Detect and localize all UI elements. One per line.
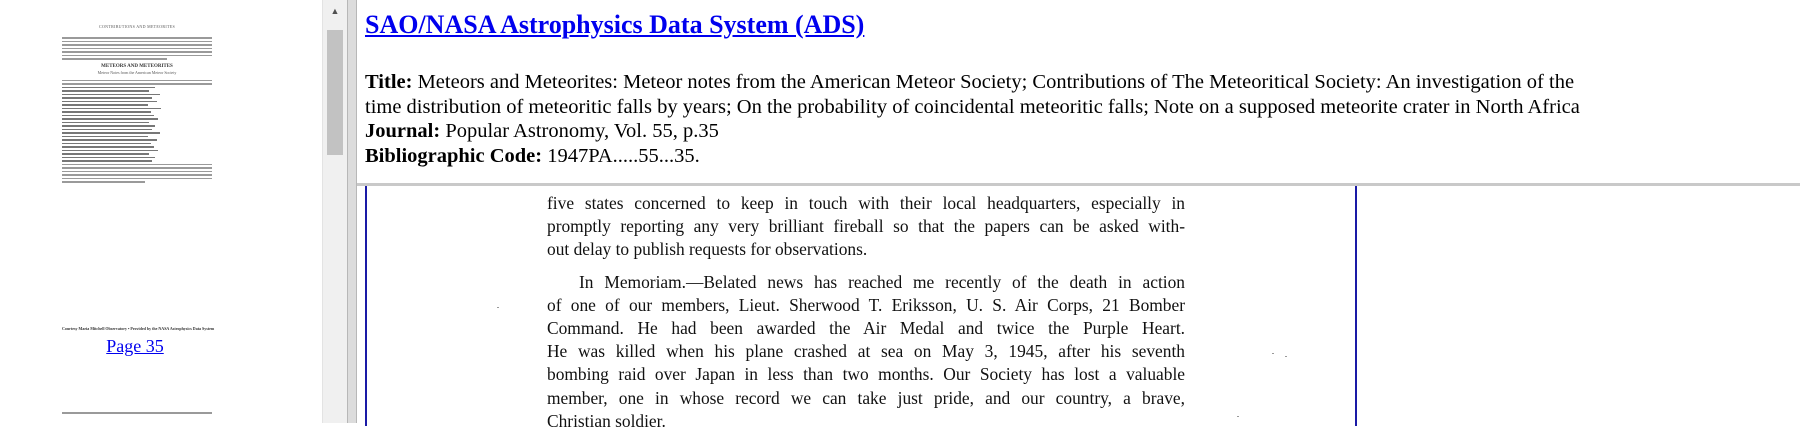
text-line: bombing raid over Japan in less than two months. Our Society has lost a valuable [547,364,1185,385]
title-value-line-2: time distribution of meteoritic falls by years; On the probability of coincidental meteoritic falls; Note on a supposed meteorite crater in North Africa [365,95,1580,118]
thumbnail-frame [0,0,340,423]
text-line: promptly reporting any very brilliant fireball so that the papers can be asked with- [547,216,1185,237]
title-row [365,70,1795,119]
page-scan-frame [357,186,1800,431]
scrollbar-thumb[interactable] [327,30,343,155]
text-line: five states concerned to keep in touch with their local headquarters, especially in [547,193,1185,213]
text-line: Command. He had been awarded the Air Medal and twice the Purple Heart. [547,318,1185,339]
text-line: out delay to publish requests for observations. [547,239,868,260]
scan-speck [1272,353,1274,354]
header-frame [357,0,1800,186]
title-value-line-1: Meteors and Meteorites: Meteor notes from the American Meteor Society; Contributions of The Meteoritical Society: An investigation of the [417,71,1575,93]
scanned-page [365,186,1357,431]
thumbnail-scrollbar[interactable] [322,0,347,423]
scroll-up-button[interactable] [323,0,347,22]
journal-value: Popular Astronomy, Vol. 55, p.35 [445,120,719,142]
journal-label: Journal: [365,120,441,142]
scan-speck [497,307,499,308]
thumbnail-title: METEORS AND METEORITES [101,63,173,69]
paragraph-in-memoriam [547,271,1185,433]
scan-speck [1285,356,1287,357]
page-thumbnail-36[interactable] [62,410,212,416]
frame-divider[interactable] [347,0,357,423]
title-label: Title: [365,71,413,93]
bibcode-value: 1947PA.....55...35. [547,144,700,167]
page-thumbnail-35[interactable] [62,24,212,185]
text-line: member, one in whose record we can take just pride, and our country, a brave, [547,387,1185,408]
bibcode-label: Bibliographic Code: [365,144,543,167]
triangle-up-icon: ▲ [330,6,340,16]
text-line: Christian soldier. [547,410,666,431]
journal-row [365,119,1795,144]
bibcode-row [365,144,1795,169]
page-35-link[interactable]: Page 35 [106,336,164,356]
text-line: of one of our members, Lieut. Sherwood T. Eriksson, U. S. Air Corps, 21 Bomber [547,294,1185,315]
page-text [547,192,1185,442]
thumbnail-list [0,0,322,423]
scan-speck [1237,416,1239,417]
thumbnail-header: CONTRIBUTIONS AND METEORITES [99,24,175,29]
bibliographic-info [365,70,1795,168]
text-line: In Memoriam.—Belated news has reached me recently of the death in action [579,271,1185,292]
paragraph-1 [547,192,1185,262]
thumbnail-subtitle: Meteor Notes from the American Meteor Society [97,69,177,75]
text-line: He was killed when his plane crashed at sea on May 3, 1945, after his seventh [547,341,1185,362]
thumbnail-footer: Courtesy Maria Mitchell Observatory • Provided by the NASA Astrophysics Data System [62,326,215,331]
ads-home-link[interactable]: SAO/NASA Astrophysics Data System (ADS) [365,10,865,39]
